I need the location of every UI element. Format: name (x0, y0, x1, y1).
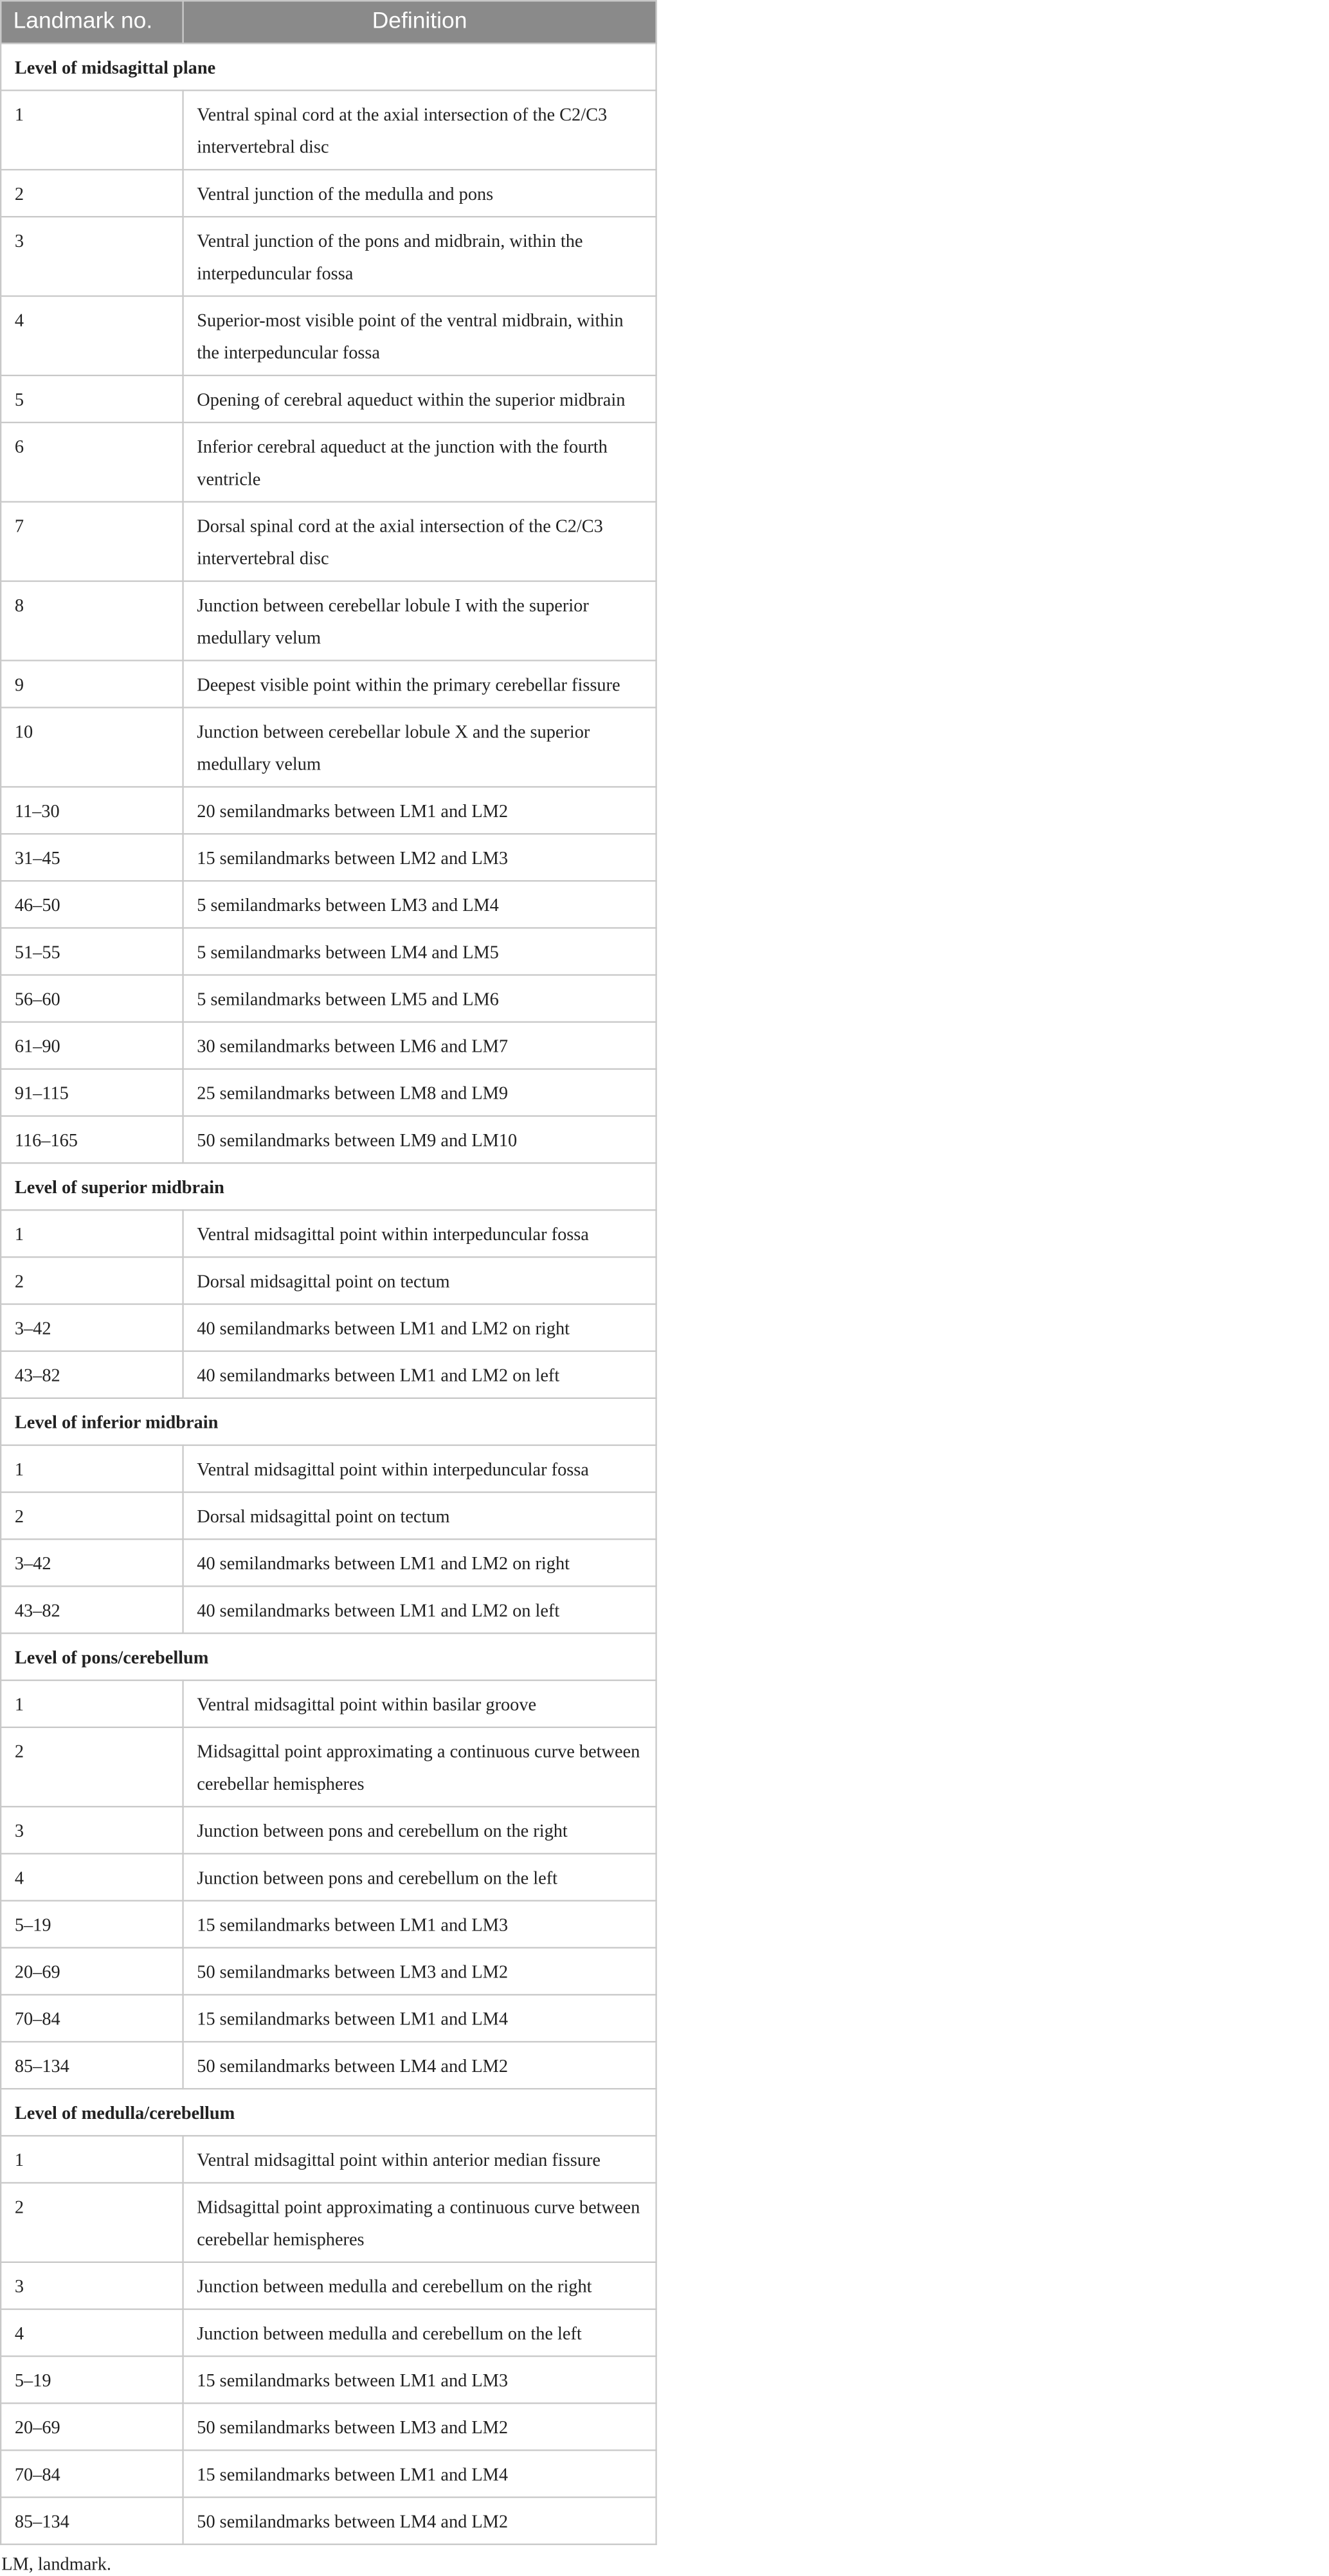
table-row (1, 1445, 656, 1492)
landmark-number-cell: 1 (1, 1680, 183, 1727)
section-heading-row (1, 1163, 656, 1210)
table-row (1, 1995, 656, 2042)
section-heading-row (1, 1398, 656, 1445)
table-row (1, 2450, 656, 2497)
table-row (1, 1069, 656, 1116)
table-row (1, 502, 656, 581)
landmark-number-cell: 20–69 (1, 1948, 183, 1995)
table-row (1, 91, 656, 170)
table-row (1, 660, 656, 707)
definition-cell: Deepest visible point within the primary cerebellar fissure (183, 660, 656, 707)
landmark-number-cell: 2 (1, 1727, 183, 1806)
table-row (1, 1727, 656, 1806)
definition-cell: 30 semilandmarks between LM6 and LM7 (183, 1022, 656, 1069)
landmark-number-cell: 5–19 (1, 2356, 183, 2403)
landmark-number-cell: 56–60 (1, 975, 183, 1022)
table-row (1, 422, 656, 501)
table-row (1, 296, 656, 375)
table-row (1, 881, 656, 928)
definition-cell: Junction between cerebellar lobule X and the superior medullary velum (183, 708, 656, 787)
landmark-number-cell: 8 (1, 581, 183, 660)
landmark-number-cell: 9 (1, 660, 183, 707)
landmark-number-cell: 5–19 (1, 1901, 183, 1948)
definition-cell: Junction between cerebellar lobule I with the superior medullary velum (183, 581, 656, 660)
landmark-number-cell: 20–69 (1, 2403, 183, 2450)
table-row (1, 1351, 656, 1398)
landmark-number-cell: 2 (1, 2183, 183, 2262)
landmark-number-cell: 91–115 (1, 1069, 183, 1116)
landmark-number-cell: 3–42 (1, 1539, 183, 1586)
definition-cell: 40 semilandmarks between LM1 and LM2 on left (183, 1351, 656, 1398)
definition-cell: 40 semilandmarks between LM1 and LM2 on right (183, 1304, 656, 1351)
table-row (1, 1116, 656, 1163)
header-row (1, 1, 656, 43)
definition-cell: Midsagittal point approximating a continuous curve between cerebellar hemispheres (183, 2183, 656, 2262)
landmark-number-cell: 4 (1, 2309, 183, 2356)
table-footnote: LM, landmark. (1, 2553, 111, 2575)
table-header (1, 1, 656, 43)
landmark-number-cell: 85–134 (1, 2042, 183, 2089)
landmark-number-cell: 3 (1, 1806, 183, 1853)
table-row (1, 1901, 656, 1948)
landmark-number-cell: 70–84 (1, 1995, 183, 2042)
table-row (1, 1539, 656, 1586)
table-row (1, 1304, 656, 1351)
landmark-number-cell: 43–82 (1, 1586, 183, 1633)
definition-cell: Inferior cerebral aqueduct at the junction with the fourth ventricle (183, 422, 656, 501)
landmark-number-cell: 4 (1, 1853, 183, 1900)
table-row (1, 1257, 656, 1304)
landmark-number-cell: 61–90 (1, 1022, 183, 1069)
landmark-number-cell: 2 (1, 1492, 183, 1539)
table-row (1, 1022, 656, 1069)
section-title: Level of pons/cerebellum (1, 1634, 656, 1680)
section-heading-row (1, 1634, 656, 1680)
landmark-number-cell: 11–30 (1, 787, 183, 834)
landmark-number-cell: 3 (1, 2262, 183, 2309)
landmark-number-cell: 1 (1, 2136, 183, 2183)
definition-cell: Ventral midsagittal point within basilar groove (183, 1680, 656, 1727)
landmark-number-cell: 1 (1, 1445, 183, 1492)
definition-cell: Dorsal midsagittal point on tectum (183, 1492, 656, 1539)
landmark-number-cell: 51–55 (1, 928, 183, 975)
table-row (1, 787, 656, 834)
table-row (1, 2498, 656, 2544)
landmark-number-cell: 10 (1, 708, 183, 787)
definition-cell: Junction between pons and cerebellum on the left (183, 1853, 656, 1900)
table-row (1, 1680, 656, 1727)
table-row (1, 2309, 656, 2356)
landmark-number-cell: 2 (1, 170, 183, 217)
definition-cell: 15 semilandmarks between LM1 and LM4 (183, 2450, 656, 2497)
definition-cell: 50 semilandmarks between LM9 and LM10 (183, 1116, 656, 1163)
landmark-number-cell: 43–82 (1, 1351, 183, 1398)
table-row (1, 928, 656, 975)
landmark-number-cell: 70–84 (1, 2450, 183, 2497)
table-row (1, 834, 656, 881)
definition-cell: Opening of cerebral aqueduct within the superior midbrain (183, 375, 656, 422)
definition-cell: 20 semilandmarks between LM1 and LM2 (183, 787, 656, 834)
definition-cell: Junction between medulla and cerebellum on the left (183, 2309, 656, 2356)
landmark-number-cell: 5 (1, 375, 183, 422)
definition-cell: 15 semilandmarks between LM1 and LM3 (183, 1901, 656, 1948)
table-row (1, 1806, 656, 1853)
definition-cell: 15 semilandmarks between LM2 and LM3 (183, 834, 656, 881)
landmark-number-cell: 85–134 (1, 2498, 183, 2544)
definition-cell: 50 semilandmarks between LM4 and LM2 (183, 2498, 656, 2544)
section-title: Level of superior midbrain (1, 1163, 656, 1210)
landmark-number-cell: 3 (1, 217, 183, 296)
definition-cell: Ventral junction of the pons and midbrain, within the interpeduncular fossa (183, 217, 656, 296)
table-row (1, 170, 656, 217)
definition-cell: Dorsal midsagittal point on tectum (183, 1257, 656, 1304)
header-landmark-no: Landmark no. (1, 1, 183, 43)
landmark-number-cell: 3–42 (1, 1304, 183, 1351)
landmark-number-cell: 1 (1, 1210, 183, 1257)
definition-cell: Ventral spinal cord at the axial intersection of the C2/C3 intervertebral disc (183, 91, 656, 170)
landmark-number-cell: 1 (1, 91, 183, 170)
table-row (1, 217, 656, 296)
landmark-table (0, 0, 657, 2545)
landmark-number-cell: 4 (1, 296, 183, 375)
definition-cell: Ventral midsagittal point within interpeduncular fossa (183, 1210, 656, 1257)
table-row (1, 2042, 656, 2089)
table-row (1, 375, 656, 422)
definition-cell: Ventral midsagittal point within interpeduncular fossa (183, 1445, 656, 1492)
landmark-number-cell: 116–165 (1, 1116, 183, 1163)
definition-cell: Ventral junction of the medulla and pons (183, 170, 656, 217)
definition-cell: 5 semilandmarks between LM4 and LM5 (183, 928, 656, 975)
section-heading-row (1, 43, 656, 90)
table-row (1, 1948, 656, 1995)
definition-cell: 15 semilandmarks between LM1 and LM3 (183, 2356, 656, 2403)
definition-cell: 50 semilandmarks between LM3 and LM2 (183, 1948, 656, 1995)
header-definition: Definition (183, 1, 656, 43)
section-title: Level of medulla/cerebellum (1, 2089, 656, 2136)
landmark-number-cell: 2 (1, 1257, 183, 1304)
table-row (1, 581, 656, 660)
definition-cell: Superior-most visible point of the ventral midbrain, within the interpeduncular fossa (183, 296, 656, 375)
landmark-number-cell: 31–45 (1, 834, 183, 881)
table-row (1, 1210, 656, 1257)
table-row (1, 1586, 656, 1633)
table-row (1, 2183, 656, 2262)
definition-cell: Dorsal spinal cord at the axial intersection of the C2/C3 intervertebral disc (183, 502, 656, 581)
definition-cell: Junction between pons and cerebellum on the right (183, 1806, 656, 1853)
landmark-number-cell: 6 (1, 422, 183, 501)
table-row (1, 2403, 656, 2450)
table-row (1, 1492, 656, 1539)
definition-cell: Junction between medulla and cerebellum on the right (183, 2262, 656, 2309)
section-title: Level of inferior midbrain (1, 1398, 656, 1445)
table-row (1, 975, 656, 1022)
definition-cell: 5 semilandmarks between LM3 and LM4 (183, 881, 656, 928)
table-row (1, 2356, 656, 2403)
section-heading-row (1, 2089, 656, 2136)
table-body (1, 43, 656, 2544)
definition-cell: 40 semilandmarks between LM1 and LM2 on right (183, 1539, 656, 1586)
table-row (1, 1853, 656, 1900)
landmark-number-cell: 46–50 (1, 881, 183, 928)
definition-cell: 15 semilandmarks between LM1 and LM4 (183, 1995, 656, 2042)
definition-cell: 25 semilandmarks between LM8 and LM9 (183, 1069, 656, 1116)
definition-cell: 40 semilandmarks between LM1 and LM2 on left (183, 1586, 656, 1633)
definition-cell: 50 semilandmarks between LM4 and LM2 (183, 2042, 656, 2089)
table-row (1, 708, 656, 787)
landmark-number-cell: 7 (1, 502, 183, 581)
definition-cell: Ventral midsagittal point within anterior median fissure (183, 2136, 656, 2183)
definition-cell: 5 semilandmarks between LM5 and LM6 (183, 975, 656, 1022)
table-row (1, 2262, 656, 2309)
definition-cell: 50 semilandmarks between LM3 and LM2 (183, 2403, 656, 2450)
table-row (1, 2136, 656, 2183)
definition-cell: Midsagittal point approximating a continuous curve between cerebellar hemispheres (183, 1727, 656, 1806)
section-title: Level of midsagittal plane (1, 43, 656, 90)
